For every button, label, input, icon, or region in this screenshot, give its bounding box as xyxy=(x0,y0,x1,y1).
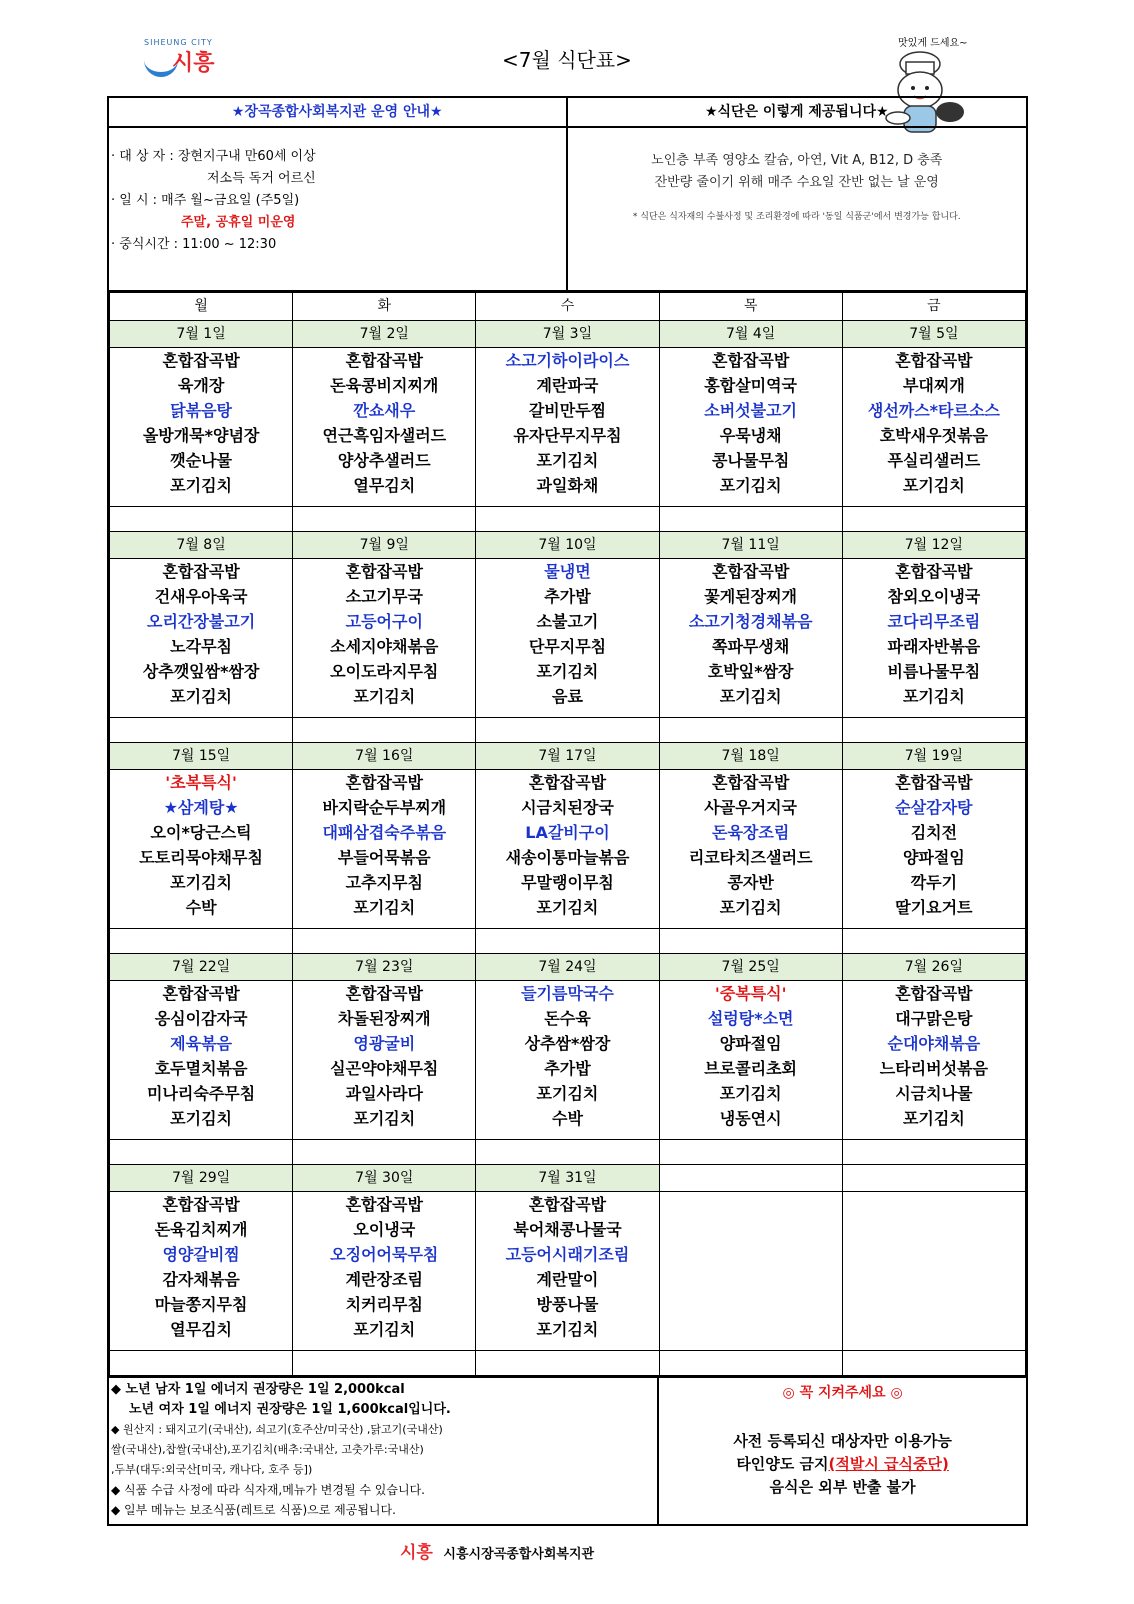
menu-item: 계란파국 xyxy=(536,376,599,395)
menu-item: 깻순나물 xyxy=(170,451,232,470)
menu-item: 수박 xyxy=(185,898,217,917)
menu-item: 미나리숙주무침 xyxy=(146,1084,256,1103)
menu-cell xyxy=(842,348,1025,507)
date-cell: 7월 17일 xyxy=(476,743,659,770)
menu-item: 양파절임 xyxy=(719,1034,782,1053)
menu-item: 양상추샐러드 xyxy=(337,451,431,470)
menu-item: 혼합잡곡밥 xyxy=(345,773,423,792)
logo-english: SIHEUNG CITY xyxy=(144,38,213,47)
menu-cell xyxy=(659,348,842,507)
menu-item: 차돌된장찌개 xyxy=(337,1009,431,1028)
menu-item: 참외오이냉국 xyxy=(887,587,981,606)
spacer-cell xyxy=(110,1140,293,1165)
menu-item: 마늘쫑지무침 xyxy=(154,1295,248,1314)
spacer-cell xyxy=(842,507,1025,532)
menu-item: 포기김치 xyxy=(353,687,416,706)
menu-item: 포기김치 xyxy=(719,476,782,495)
menu-item: 포기김치 xyxy=(719,1084,782,1103)
menu-item: '초복특식' xyxy=(165,773,237,792)
menu-item: 계란장조림 xyxy=(345,1270,423,1289)
menu-item: 도토리묵야채무침 xyxy=(139,848,263,867)
menu-item: 느타리버섯볶음 xyxy=(879,1059,988,1078)
spacer-cell xyxy=(842,718,1025,743)
menu-item: 시금치나물 xyxy=(895,1084,973,1103)
spacer-cell xyxy=(293,1351,476,1376)
days-line: · 일 시 : 매주 월~금요일 (주5일) xyxy=(111,193,300,208)
menu-item: 냉동연시 xyxy=(719,1109,782,1128)
menu-item: 콩자반 xyxy=(727,873,774,892)
spacer-row xyxy=(110,1140,1026,1165)
menu-item: 포기김치 xyxy=(353,898,416,917)
spacer-cell xyxy=(110,929,293,954)
spacer-cell xyxy=(842,1140,1025,1165)
menu-item: '중복특식' xyxy=(714,984,787,1003)
menu-item: 소고기무국 xyxy=(345,587,423,606)
rule-transfer-penalty: (적발시 급식중단) xyxy=(828,1455,949,1473)
spacer-cell xyxy=(293,718,476,743)
date-cell: 7월 16일 xyxy=(293,743,476,770)
menu-cell xyxy=(476,981,659,1140)
menu-item: 오이*당근스틱 xyxy=(150,823,252,842)
menu-row xyxy=(110,981,1026,1140)
menu-item: 고등어시래기조림 xyxy=(505,1245,630,1264)
menu-item: 시금치된장국 xyxy=(521,798,614,817)
menu-item: 포기김치 xyxy=(170,873,232,892)
menu-item: 포기김치 xyxy=(170,1109,232,1128)
spacer-cell xyxy=(659,929,842,954)
menu-item: 포기김치 xyxy=(170,687,232,706)
menu-item: 옹심이감자국 xyxy=(154,1009,248,1028)
info-section xyxy=(109,98,1026,292)
menu-item: 대패삼겹숙주볶음 xyxy=(322,823,447,842)
menu-item: 푸실리샐러드 xyxy=(887,451,981,470)
menu-item: 혼합잡곡밥 xyxy=(895,773,973,792)
menu-item: 과일화채 xyxy=(536,476,599,495)
menu-item: 김치전 xyxy=(910,823,958,842)
menu-item: 포기김치 xyxy=(536,662,599,681)
menu-item: 혼합잡곡밥 xyxy=(345,351,423,370)
energy-male: ◆ 노년 남자 1일 에너지 권장량은 1일 2,000kcal xyxy=(111,1382,405,1397)
origin-line-3: ,두부(대두:외국산[미국, 캐나다, 호주 등]) xyxy=(111,1463,313,1476)
menu-item: 단무지무침 xyxy=(528,637,607,656)
menu-item: 순살감자탕 xyxy=(895,798,973,817)
date-cell: 7월 31일 xyxy=(476,1165,659,1192)
menu-item: 추가밥 xyxy=(544,587,591,606)
menu-item: 포기김치 xyxy=(902,476,965,495)
menu-item: 방풍나물 xyxy=(536,1295,599,1314)
weekday-thu: 목 xyxy=(659,293,842,321)
menu-item: 새송이통마늘볶음 xyxy=(505,848,630,867)
menu-item: 혼합잡곡밥 xyxy=(162,984,240,1003)
menu-cell xyxy=(110,559,293,718)
weekday-wed: 수 xyxy=(476,293,659,321)
menu-item: 생선까스*타르소스 xyxy=(867,401,1000,420)
logo-korean: 시흥 xyxy=(172,51,215,76)
mascot-caption: 맛있게 드세요~ xyxy=(898,38,968,49)
spacer-cell xyxy=(659,718,842,743)
date-cell: 7월 29일 xyxy=(110,1165,293,1192)
spacer-cell xyxy=(110,1351,293,1376)
menu-cell xyxy=(110,1192,293,1351)
menu-item: 혼합잡곡밥 xyxy=(895,351,973,370)
page-title: <7월 식단표> xyxy=(502,48,632,72)
menu-cell xyxy=(476,1192,659,1351)
menu-item: 코다리무조림 xyxy=(887,612,981,631)
menu-item: 혼합잡곡밥 xyxy=(712,562,790,581)
menu-item: 유자단무지무침 xyxy=(513,426,622,445)
menu-cell xyxy=(476,559,659,718)
menu-item: 음료 xyxy=(552,687,583,706)
closed-line: 주말, 공휴일 미운영 xyxy=(181,215,296,230)
menu-item: 고추지무침 xyxy=(345,873,423,892)
spacer-cell xyxy=(110,718,293,743)
date-row xyxy=(110,532,1026,559)
menu-cell xyxy=(293,770,476,929)
menu-cell xyxy=(476,770,659,929)
rule-transfer xyxy=(659,1453,1026,1476)
menu-item: 수박 xyxy=(552,1109,583,1128)
operation-info xyxy=(109,98,568,290)
menu-item: 돈육콩비지찌개 xyxy=(330,376,439,395)
menu-item: 치커리무침 xyxy=(345,1295,423,1314)
menu-item: 들기름막국수 xyxy=(521,984,614,1003)
date-cell: 7월 12일 xyxy=(842,532,1025,559)
rule-transfer-text: 타인양도 금지 xyxy=(736,1455,829,1473)
menu-item: 쪽파무생채 xyxy=(712,637,790,656)
time-line: · 중식시간 : 11:00 ~ 12:30 xyxy=(111,237,277,252)
spacer-cell xyxy=(476,718,659,743)
menu-row xyxy=(110,559,1026,718)
org-footer xyxy=(400,1538,594,1563)
menu-item: 혼합잡곡밥 xyxy=(162,1195,240,1214)
menu-item: 혼합잡곡밥 xyxy=(162,562,240,581)
operation-info-title: ★장곡종합사회복지관 운영 안내★ xyxy=(109,98,566,128)
weekday-header-row xyxy=(110,293,1026,321)
menu-item: 실곤약야채무침 xyxy=(330,1059,439,1078)
menu-item: 오이도라지무침 xyxy=(330,662,439,681)
menu-item: 상추깻잎쌈*쌈장 xyxy=(142,662,260,681)
menu-item: 포기김치 xyxy=(902,687,965,706)
menu-item: 노각무침 xyxy=(170,637,232,656)
menu-item: 브로콜리초회 xyxy=(704,1059,798,1078)
nutrition-notice xyxy=(109,1378,659,1524)
menu-item: LA갈비구이 xyxy=(525,823,610,842)
spacer-cell xyxy=(659,507,842,532)
meal-info-body xyxy=(568,128,1027,290)
spacer-row xyxy=(110,507,1026,532)
date-cell xyxy=(659,1165,842,1192)
menu-cell xyxy=(293,559,476,718)
menu-item: 콩나물무침 xyxy=(712,451,790,470)
menu-item: 무말랭이무침 xyxy=(521,873,614,892)
spacer-row xyxy=(110,1351,1026,1376)
spacer-cell xyxy=(476,929,659,954)
date-row xyxy=(110,321,1026,348)
nutrition-line: 노인층 부족 영양소 칼슘, 아연, Vit A, B12, D 충족 xyxy=(651,153,943,168)
menu-item: 홍합살미역국 xyxy=(704,376,798,395)
spacer-row xyxy=(110,929,1026,954)
menu-item: 오이냉국 xyxy=(353,1220,416,1239)
date-cell: 7월 19일 xyxy=(842,743,1025,770)
menu-item: 올방개묵*양념장 xyxy=(142,426,260,445)
menu-item: 포기김치 xyxy=(902,1109,965,1128)
menu-item: 호박새우젓볶음 xyxy=(879,426,988,445)
menu-item: 사골우거지국 xyxy=(704,798,798,817)
spacer-cell xyxy=(476,1140,659,1165)
menu-item: 파래자반볶음 xyxy=(887,637,981,656)
menu-item: 열무김치 xyxy=(353,476,416,495)
date-cell: 7월 4일 xyxy=(659,321,842,348)
energy-female: 노년 여자 1일 에너지 권장량은 1일 1,600kcal입니다. xyxy=(129,1402,451,1417)
menu-item: 혼합잡곡밥 xyxy=(528,1195,607,1214)
org-logo-icon: 시흥 xyxy=(400,1543,433,1563)
origin-line-2: 쌀(국내산),찹쌀(국내산),포기김치(배추:국내산, 고춧가루:국내산) xyxy=(111,1443,424,1456)
menu-item: 깐쇼새우 xyxy=(353,401,416,420)
date-cell: 7월 5일 xyxy=(842,321,1025,348)
date-cell: 7월 10일 xyxy=(476,532,659,559)
spacer-cell xyxy=(293,1140,476,1165)
menu-item: 혼합잡곡밥 xyxy=(895,984,973,1003)
retort-notice: ◆ 일부 메뉴는 보조식품(레트로 식품)으로 제공됩니다. xyxy=(111,1503,396,1517)
spacer-row xyxy=(110,718,1026,743)
rules-title: ◎ 꼭 지켜주세요 ◎ xyxy=(782,1385,903,1401)
menu-item: 소고기하이라이스 xyxy=(505,351,630,370)
weekday-mon: 월 xyxy=(110,293,293,321)
menu-cell xyxy=(293,348,476,507)
menu-item: 소고기청경채볶음 xyxy=(688,612,813,631)
menu-cell xyxy=(842,1192,1025,1351)
date-cell: 7월 22일 xyxy=(110,954,293,981)
menu-item: 호박잎*쌈장 xyxy=(707,662,794,681)
change-notice: ◆ 식품 수급 사정에 따라 식자재,메뉴가 변경될 수 있습니다. xyxy=(111,1483,425,1497)
menu-item: 혼합잡곡밥 xyxy=(345,1195,423,1214)
menu-item: 추가밥 xyxy=(544,1059,591,1078)
menu-item: 혼합잡곡밥 xyxy=(712,773,790,792)
spacer-cell xyxy=(659,1140,842,1165)
menu-item: 리코타치즈샐러드 xyxy=(688,848,813,867)
menu-item: 깍두기 xyxy=(910,873,958,892)
menu-cell xyxy=(659,770,842,929)
menu-item: 영양갈비찜 xyxy=(162,1245,240,1264)
spacer-cell xyxy=(293,507,476,532)
menu-item: 부들어묵볶음 xyxy=(337,848,431,867)
menu-item: 제육볶음 xyxy=(170,1034,232,1053)
date-row xyxy=(110,743,1026,770)
date-cell: 7월 26일 xyxy=(842,954,1025,981)
menu-item: 포기김치 xyxy=(719,898,782,917)
menu-item: 포기김치 xyxy=(536,898,599,917)
menu-item: 육개장 xyxy=(177,376,225,395)
menu-table xyxy=(109,292,1026,1376)
date-cell: 7월 18일 xyxy=(659,743,842,770)
menu-item: 양파절임 xyxy=(902,848,965,867)
operation-info-body xyxy=(109,128,566,286)
footer-section xyxy=(109,1376,1026,1524)
menu-cell xyxy=(842,770,1025,929)
menu-item: 혼합잡곡밥 xyxy=(162,351,240,370)
date-cell: 7월 30일 xyxy=(293,1165,476,1192)
menu-item: 설렁탕*소면 xyxy=(707,1009,794,1028)
menu-row xyxy=(110,770,1026,929)
weekday-tue: 화 xyxy=(293,293,476,321)
weekday-fri: 금 xyxy=(842,293,1025,321)
menu-item: 과일사라다 xyxy=(345,1084,423,1103)
origin-line-1: ◆ 원산지 : 돼지고기(국내산), 쇠고기(호주산/미국산) ,닭고기(국내산) xyxy=(111,1423,443,1436)
date-cell: 7월 25일 xyxy=(659,954,842,981)
menu-item: ★삼계탕★ xyxy=(163,798,239,817)
menu-cell xyxy=(110,770,293,929)
menu-item: 바지락순두부찌개 xyxy=(322,798,447,817)
date-cell: 7월 2일 xyxy=(293,321,476,348)
menu-item: 오징어어묵무침 xyxy=(330,1245,439,1264)
menu-item: 계란말이 xyxy=(536,1270,599,1289)
menu-cell xyxy=(110,981,293,1140)
menu-frame xyxy=(107,96,1028,1526)
menu-cell xyxy=(659,559,842,718)
rule-registered: 사전 등록되신 대상자만 이용가능 xyxy=(733,1432,952,1450)
date-cell: 7월 11일 xyxy=(659,532,842,559)
menu-item: 혼합잡곡밥 xyxy=(528,773,607,792)
menu-item: 갈비만두찜 xyxy=(528,401,607,420)
spacer-cell xyxy=(476,1351,659,1376)
menu-item: 순대야채볶음 xyxy=(887,1034,981,1053)
menu-item: 닭볶음탕 xyxy=(170,401,232,420)
spacer-cell xyxy=(110,507,293,532)
menu-row xyxy=(110,348,1026,507)
menu-row xyxy=(110,1192,1026,1351)
spacer-cell xyxy=(842,1351,1025,1376)
menu-item: 소세지야채볶음 xyxy=(330,637,439,656)
menu-cell xyxy=(842,981,1025,1140)
menu-item: 돈육김치찌개 xyxy=(154,1220,248,1239)
menu-cell xyxy=(293,981,476,1140)
date-cell: 7월 9일 xyxy=(293,532,476,559)
menu-item: 포기김치 xyxy=(536,1320,599,1339)
menu-item: 소불고기 xyxy=(536,612,599,631)
menu-cell xyxy=(659,981,842,1140)
date-cell: 7월 3일 xyxy=(476,321,659,348)
menu-item: 포기김치 xyxy=(536,451,599,470)
menu-item: 꽃게된장찌개 xyxy=(704,587,798,606)
menu-item: 포기김치 xyxy=(353,1320,416,1339)
menu-item: 비름나물무침 xyxy=(887,662,981,681)
target-line-2: 저소득 독거 어르신 xyxy=(207,171,316,186)
menu-cell xyxy=(659,1192,842,1351)
menu-cell xyxy=(110,348,293,507)
target-line: · 대 상 자 : 장현지구내 만60세 이상 xyxy=(111,149,316,164)
menu-item: 호두멸치볶음 xyxy=(154,1059,248,1078)
menu-item: 혼합잡곡밥 xyxy=(895,562,973,581)
menu-item: 물냉면 xyxy=(544,562,591,581)
menu-item: 포기김치 xyxy=(719,687,782,706)
menu-item: 혼합잡곡밥 xyxy=(712,351,790,370)
menu-item: 딸기요거트 xyxy=(895,898,973,917)
menu-item: 건새우아욱국 xyxy=(154,587,248,606)
menu-item: 상추쌈*쌈장 xyxy=(524,1034,611,1053)
date-row xyxy=(110,1165,1026,1192)
date-cell: 7월 24일 xyxy=(476,954,659,981)
spacer-cell xyxy=(659,1351,842,1376)
menu-item: 열무김치 xyxy=(170,1320,232,1339)
spacer-cell xyxy=(293,929,476,954)
menu-item: 대구맑은탕 xyxy=(895,1009,973,1028)
menu-item: 오리간장불고기 xyxy=(146,612,256,631)
menu-item: 혼합잡곡밥 xyxy=(345,562,423,581)
date-cell: 7월 1일 xyxy=(110,321,293,348)
menu-item: 북어채콩나물국 xyxy=(513,1220,622,1239)
menu-item: 감자채볶음 xyxy=(162,1270,240,1289)
rules-notice xyxy=(659,1378,1026,1524)
menu-item: 혼합잡곡밥 xyxy=(345,984,423,1003)
menu-item: 부대찌개 xyxy=(902,376,965,395)
org-name: 시흥시장곡종합사회복지관 xyxy=(443,1547,595,1562)
date-cell: 7월 8일 xyxy=(110,532,293,559)
date-cell: 7월 23일 xyxy=(293,954,476,981)
menu-item: 소버섯불고기 xyxy=(704,401,798,420)
menu-item: 포기김치 xyxy=(353,1109,416,1128)
date-row xyxy=(110,954,1026,981)
change-note: * 식단은 식자재의 수불사정 및 조리환경에 따라 '동일 식품군'에서 변경가능 합니다. xyxy=(632,212,961,222)
date-cell: 7월 15일 xyxy=(110,743,293,770)
leftover-line: 잔반량 줄이기 위해 매주 수요일 잔반 없는 날 운영 xyxy=(654,175,939,190)
menu-item: 포기김치 xyxy=(170,476,232,495)
meal-info-title: ★식단은 이렇게 제공됩니다★ xyxy=(568,98,1027,128)
menu-item: 연근흑임자샐러드 xyxy=(322,426,447,445)
menu-cell xyxy=(293,1192,476,1351)
menu-item: 돈수육 xyxy=(544,1009,591,1028)
menu-item: 우묵냉채 xyxy=(719,426,782,445)
menu-cell xyxy=(842,559,1025,718)
rule-takeout: 음식은 외부 반출 불가 xyxy=(769,1478,916,1496)
date-cell xyxy=(842,1165,1025,1192)
menu-item: 돈육장조림 xyxy=(712,823,790,842)
meal-info xyxy=(568,98,1027,290)
menu-item: 고등어구이 xyxy=(345,612,423,631)
menu-cell xyxy=(476,348,659,507)
menu-item: 영광굴비 xyxy=(353,1034,416,1053)
spacer-cell xyxy=(476,507,659,532)
spacer-cell xyxy=(842,929,1025,954)
menu-item: 포기김치 xyxy=(536,1084,599,1103)
